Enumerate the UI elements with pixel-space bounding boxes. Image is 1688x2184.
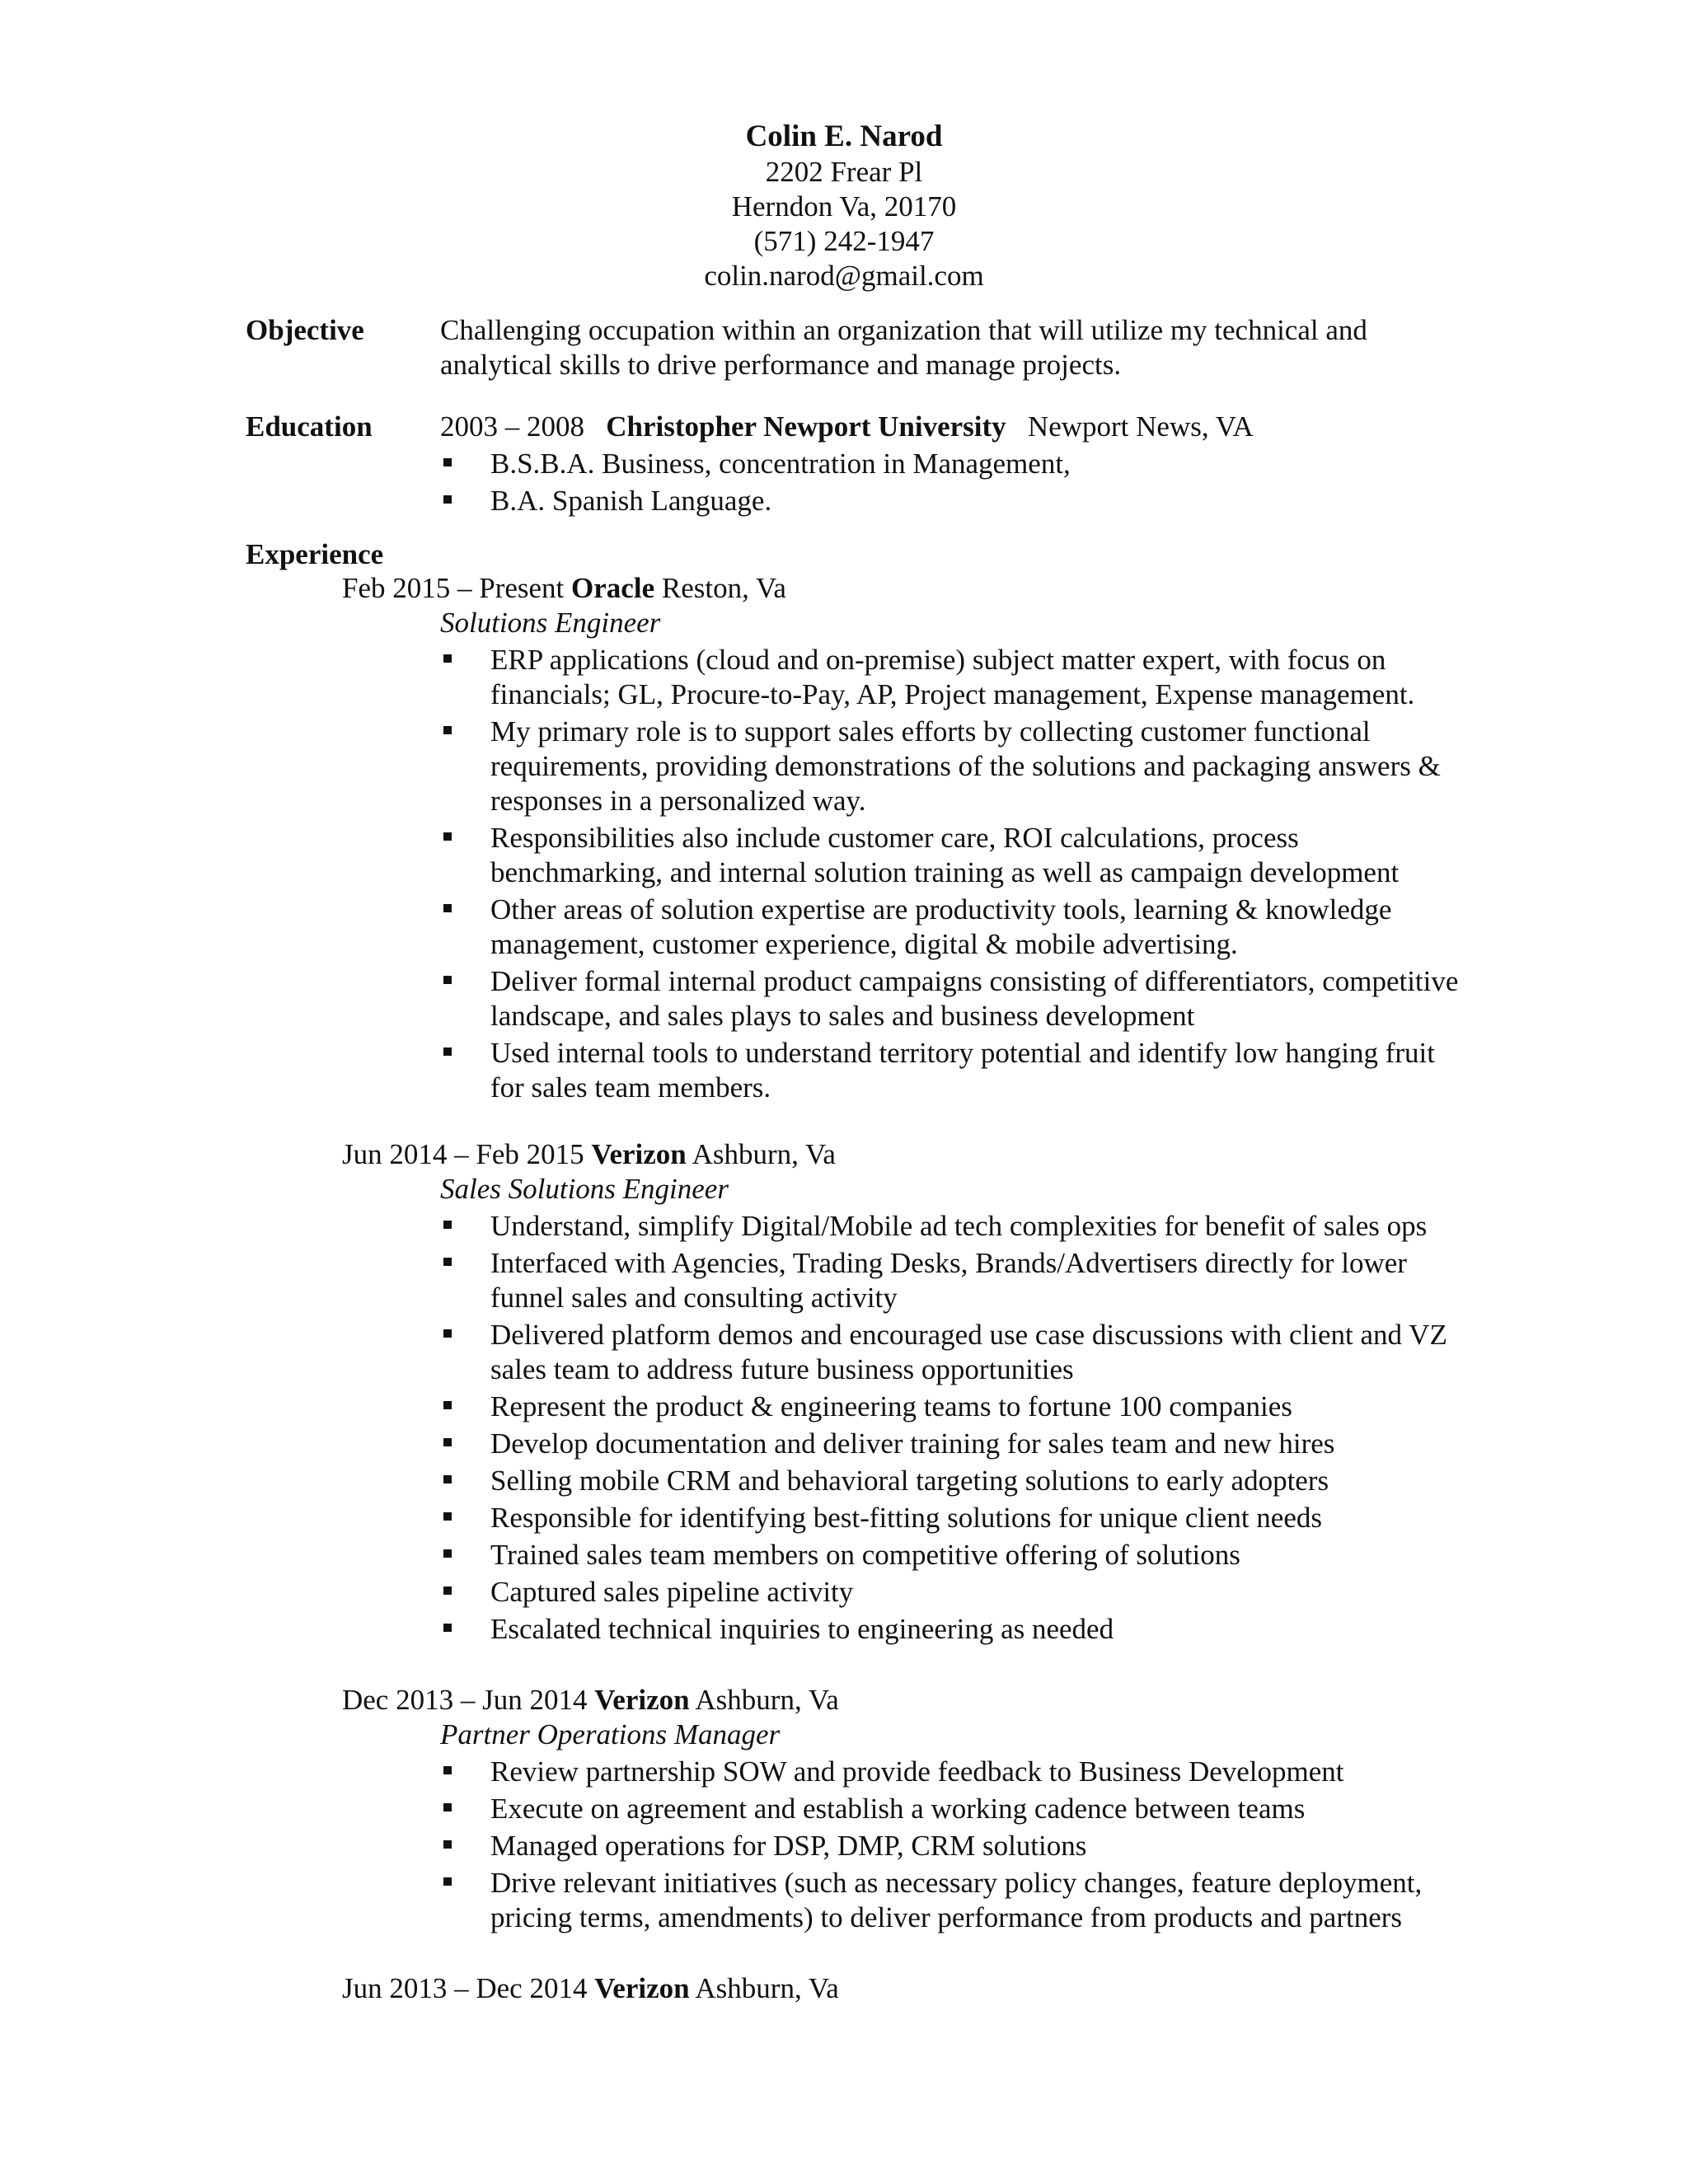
job-title: Sales Solutions Engineer [440, 1173, 729, 1205]
education-years: 2003 – 2008 [440, 410, 584, 443]
job-location: Reston, Va [661, 572, 786, 604]
bullet-icon [443, 1401, 452, 1409]
address-line-1: 2202 Frear Pl [765, 156, 923, 188]
list-item: Represent the product & engineering teams to fortune 100 companies [440, 1390, 1470, 1424]
job-location: Ashburn, Va [695, 1972, 839, 2004]
job-dates: Feb 2015 – Present [342, 572, 565, 604]
list-item: Review partnership SOW and provide feedback to Business Development [440, 1755, 1470, 1789]
objective-label: Objective [246, 314, 364, 346]
list-item: Drive relevant initiatives (such as necessary policy changes, feature deployment, pricing terms, amendments) to deliver performance from products and partners [440, 1866, 1470, 1935]
bullet-icon [443, 1047, 452, 1056]
job-title: Partner Operations Manager [440, 1718, 781, 1750]
list-item: Interfaced with Agencies, Trading Desks, Brands/Advertisers directly for lower funnel sales and consulting activity [440, 1246, 1470, 1315]
bullet-icon [443, 1803, 452, 1811]
list-item: Escalated technical inquiries to engineering as needed [440, 1612, 1470, 1647]
school-location: Newport News, VA [1027, 410, 1254, 443]
job-dates: Jun 2014 – Feb 2015 [342, 1138, 584, 1170]
job-header [342, 1683, 839, 1718]
job-company: Oracle [571, 572, 655, 604]
bullet-icon [443, 1221, 452, 1229]
job-company: Verizon [594, 1684, 690, 1716]
list-item: Execute on agreement and establish a working cadence between teams [440, 1792, 1470, 1826]
job-dates: Dec 2013 – Jun 2014 [342, 1684, 588, 1716]
bullet-icon [443, 1766, 452, 1774]
job-location: Ashburn, Va [695, 1684, 839, 1716]
bullet-icon [443, 495, 452, 504]
list-item: Other areas of solution expertise are productivity tools, learning & knowledge management, customer experience, digital & mobile advertising. [440, 893, 1470, 962]
bullet-icon [443, 1549, 452, 1558]
bullet-icon [443, 726, 452, 734]
list-item: Responsibilities also include customer care, ROI calculations, process benchmarking, and internal solution training as well as campaign development [440, 821, 1470, 890]
list-item: Trained sales team members on competitive offering of solutions [440, 1538, 1470, 1572]
list-item: Selling mobile CRM and behavioral targeting solutions to early adopters [440, 1464, 1470, 1498]
education-entry [440, 410, 1254, 444]
job-company: Verizon [591, 1138, 687, 1170]
email-address: colin.narod@gmail.com [704, 260, 984, 292]
candidate-name: Colin E. Narod [745, 120, 943, 153]
list-item: Delivered platform demos and encouraged use case discussions with client and VZ sales team to address future business opportunities [440, 1318, 1470, 1387]
bullet-icon [443, 1586, 452, 1595]
list-item: Managed operations for DSP, DMP, CRM solutions [440, 1829, 1470, 1863]
experience-label: Experience [246, 538, 384, 570]
education-label: Education [246, 410, 373, 443]
bullet-icon [443, 654, 452, 663]
list-item: Deliver formal internal product campaigns consisting of differentiators, competitive landscape, and sales plays to sales and business development [440, 964, 1470, 1033]
list-item: My primary role is to support sales efforts by collecting customer functional requirements, providing demonstrations of the solutions and packaging answers & responses in a personalized way. [440, 715, 1470, 818]
degree-list [440, 447, 1470, 521]
job-bullets [440, 1755, 1470, 1938]
bullet-icon [443, 832, 452, 841]
list-item: Captured sales pipeline activity [440, 1575, 1470, 1610]
bullet-icon [443, 458, 452, 466]
address-line-2: Herndon Va, 20170 [731, 190, 957, 223]
job-title: Solutions Engineer [440, 607, 661, 639]
list-item: ERP applications (cloud and on-premise) subject matter expert, with focus on financials; GL, Procure-to-Pay, AP, Project management, Expense management. [440, 643, 1470, 712]
job-header [342, 1971, 839, 2006]
phone-number: (571) 242-1947 [753, 225, 935, 257]
bullet-icon [443, 1475, 452, 1483]
school-name: Christopher Newport University [606, 410, 1006, 443]
list-item: Understand, simplify Digital/Mobile ad tech complexities for benefit of sales ops [440, 1209, 1470, 1244]
bullet-icon [443, 904, 452, 912]
list-item: Develop documentation and deliver training for sales team and new hires [440, 1427, 1470, 1461]
job-bullets [440, 643, 1470, 1108]
bullet-icon [443, 976, 452, 984]
bullet-icon [443, 1438, 452, 1446]
job-company: Verizon [594, 1972, 690, 2004]
job-header [342, 1137, 836, 1172]
bullet-icon [443, 1258, 452, 1266]
list-item: B.S.B.A. Business, concentration in Management, [440, 447, 1470, 481]
list-item: Responsible for identifying best-fitting solutions for unique client needs [440, 1501, 1470, 1535]
bullet-icon [443, 1624, 452, 1632]
bullet-icon [443, 1840, 452, 1849]
job-location: Ashburn, Va [692, 1138, 836, 1170]
bullet-icon [443, 1329, 452, 1338]
list-item: Used internal tools to understand territory potential and identify low hanging fruit for sales team members. [440, 1036, 1470, 1105]
job-dates: Jun 2013 – Dec 2014 [342, 1972, 588, 2004]
job-header [342, 571, 786, 606]
bullet-icon [443, 1877, 452, 1886]
job-bullets [440, 1209, 1470, 1649]
list-item: B.A. Spanish Language. [440, 484, 1470, 518]
bullet-icon [443, 1512, 452, 1521]
objective-text: Challenging occupation within an organization that will utilize my technical and analytical skills to drive performance and manage projects. [440, 314, 1367, 381]
